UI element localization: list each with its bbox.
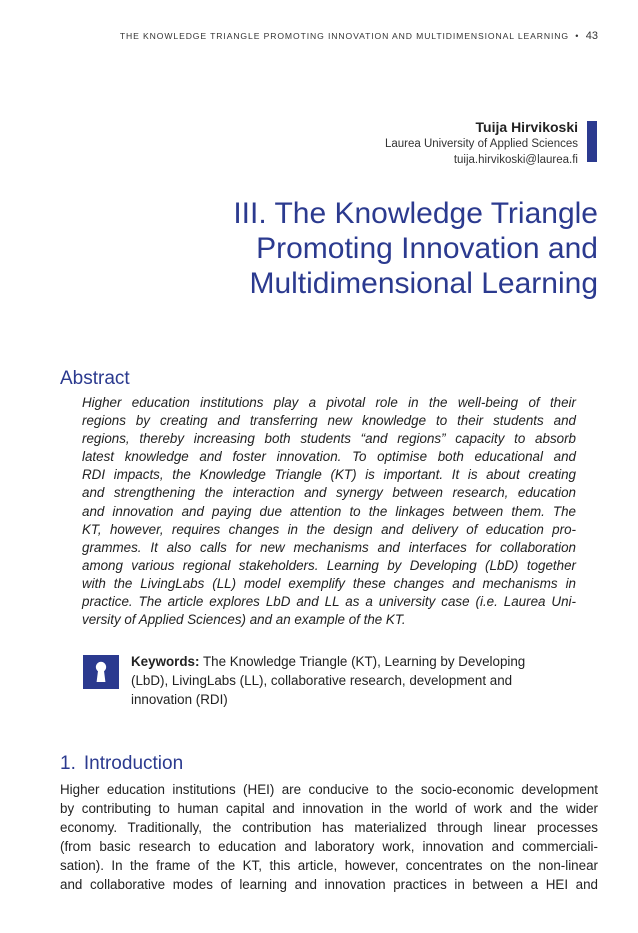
author-accent-bar [587,121,597,162]
keyhole-icon [83,655,119,689]
abstract-line: RDI impacts, the Knowledge Triangle (KT) is important. It is about creating [82,467,576,483]
keywords-line: (LbD), LivingLabs (LL), collaborative research, development and [131,673,513,688]
abstract-line: regions by creating and transferring new knowledge to their students and [82,413,576,429]
abstract-line: regions, thereby increasing both students “and regions” capacity to absorb [82,431,576,447]
author-block [258,118,578,168]
chapter-title-line: Promoting Innovation and [256,232,598,265]
introduction-line: Higher education institutions (HEI) are conducive to the socio-economic development [60,782,598,797]
chapter-title [158,196,598,301]
abstract-line: latest knowledge and foster innovation. To optimise both educational and [82,449,576,465]
keyhole-icon-graphic [83,655,119,689]
running-header-bullet: • [575,31,579,41]
abstract-line: practice. The article explores LbD and LL as a university case (i.e. Laurea Uni- [82,594,576,610]
author-name: Tuija Hirvikoski [475,119,578,135]
abstract-line: KT, however, requires changes in the design and delivery of education pro- [82,521,576,537]
introduction-body [60,780,598,895]
author-affiliation: Laurea University of Applied Sciences [384,138,578,150]
abstract-line: and strengthening the interaction and synergy between research, education [82,485,576,501]
abstract-line: among various regional stakeholders. Learning by Developing (LbD) together [82,557,576,573]
keywords [131,652,571,709]
introduction-line: by contributing to human capital and innovation in the world of work and the wider [60,801,598,817]
abstract-line: versity of Applied Sciences) and an example of the KT. [82,612,406,628]
page-number: 43 [585,30,598,42]
section-number: 1. [60,753,76,774]
abstract-heading: Abstract [60,368,130,389]
section-title: Introduction [83,753,184,774]
introduction-line: sation). In the frame of the KT, this article, however, concentrates on the non-linear [60,858,598,874]
abstract-body [82,394,576,629]
keywords-label: Keywords: [131,654,200,669]
abstract-line: with the LivingLabs (LL) model exemplify these changes and mechanisms in [82,575,576,591]
keywords-line [131,652,571,671]
chapter-title-line: Multidimensional Learning [249,267,598,300]
introduction-line: (from basic research to education and laboratory work, innovation and commerciali- [60,839,598,855]
abstract-line: Higher education institutions play a pivotal role in the well-being of their [82,395,576,410]
keywords-line: innovation (RDI) [131,692,228,707]
abstract-line: grammes. It also calls for new mechanisms and interfaces for collaboration [82,539,576,555]
chapter-title-line: III. The Knowledge Triangle [233,197,598,230]
introduction-heading [60,752,183,776]
keywords-line1-text: The Knowledge Triangle (KT), Learning by Developing [202,654,526,669]
introduction-line: and collaborative modes of learning and innovation practices in between a HEI and [60,877,598,893]
abstract-line: and innovation and paying due attention to the linkages between them. The [82,503,576,519]
running-header [38,30,598,42]
introduction-line: economy. Traditionally, the contribution has materialized through linear processes [60,820,598,836]
running-header-title: THE KNOWLEDGE TRIANGLE PROMOTING INNOVATION AND MULTIDIMENSIONAL LEARNING [119,31,569,41]
author-email: tuija.hirvikoski@laurea.fi [453,154,578,166]
